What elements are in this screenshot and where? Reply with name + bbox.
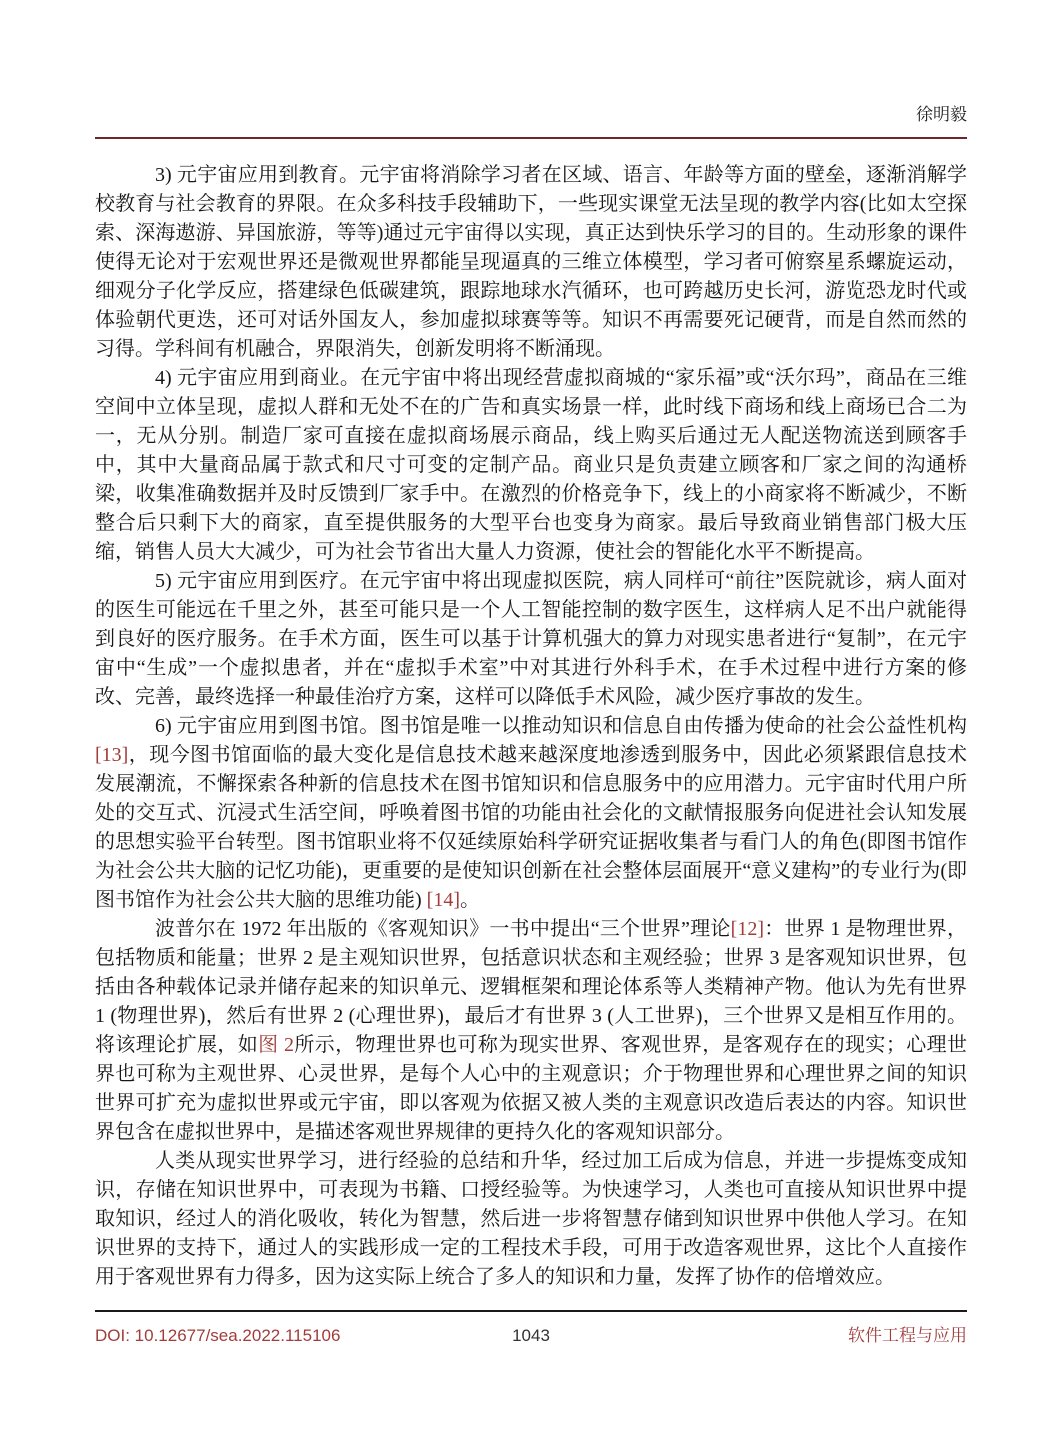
paragraph-text: ，现今图书馆面临的最大变化是信息技术越来越深度地渗透到服务中，因此必须紧跟信息技术发展潮流，不懈探索各种新的信息技术在图书馆知识和信息服务中的应用潜力。元宇宙时代用户所处的交互式、沉浸式生活空间，呼唤着图书馆的功能由社会化的文献情报服务向促进社会认知发展的思想实验平台转型。图书馆职业将不仅延续原始科学研究证据收集者与看门人的角色(即图书馆作为社会公共大脑的记忆功能)，更重要的是使知识创新在社会整体层面展开“意义建构”的专业行为(即图书馆作为社会公共大脑的思维功能) [95,744,967,911]
citation-ref-14[interactable]: [14] [426,889,460,911]
header-rule [95,137,967,139]
paragraph-text: 人类从现实世界学习，进行经验的总结和升华，经过加工后成为信息，并进一步提炼变成知识，存储在知识世界中，可表现为书籍、口授经验等。为快速学习，人类也可直接从知识世界中提取知识，经过人的消化吸收，转化为智慧，然后进一步将智慧存储到知识世界中供他人学习。在知识世界的支持下，通过人的实践形成一定的工程技术手段，可用于改造客观世界，这比个人直接作用于客观世界有力得多，因为这实际上统合了多人的知识和力量，发挥了协作的倍增效应。 [95,1150,967,1288]
page-footer [95,1310,967,1346]
body-paragraph-commerce [95,364,967,567]
paragraph-text: 。 [460,889,480,911]
paragraph-text: 6) 元宇宙应用到图书馆。图书馆是唯一以推动知识和信息自由传播为使命的社会公益性机构 [155,715,967,737]
body-paragraph-popper-three-worlds [95,915,967,1147]
running-head-author: 徐明毅 [916,105,967,124]
paragraph-text: 3) 元宇宙应用到教育。元宇宙将消除学习者在区域、语言、年龄等方面的壁垒，逐渐消解学校教育与社会教育的界限。在众多科技手段辅助下，一些现实课堂无法呈现的教学内容(比如太空探索、深海遨游、异国旅游，等等)通过元宇宙得以实现，真正达到快乐学习的目的。生动形象的课件使得无论对于宏观世界还是微观世界都能呈现逼真的三维立体模型，学习者可俯察星系螺旋运动，细观分子化学反应，搭建绿色低碳建筑，跟踪地球水汽循环，也可跨越历史长河，游览恐龙时代或体验朝代更迭，还可对话外国友人，参加虚拟球赛等等。知识不再需要死记硬背，而是自然而然的习得。学科间有机融合，界限消失，创新发明将不断涌现。 [95,164,967,360]
journal-name-link[interactable]: 软件工程与应用 [848,1326,968,1345]
paragraph-text: 波普尔在 1972 年出版的《客观知识》一书中提出“三个世界”理论 [155,918,731,940]
paragraph-text: 5) 元宇宙应用到医疗。在元宇宙中将出现虚拟医院，病人同样可“前往”医院就诊，病人面对的医生可能远在千里之外，甚至可能只是一个人工智能控制的数字医生，这样病人足不出户就能得到良好的医疗服务。在手术方面，医生可以基于计算机强大的算力对现实患者进行“复制”，在元宇宙中“生成”一个虚拟患者，并在“虚拟手术室”中对其进行外科手术，在手术过程中进行方案的修改、完善，最终选择一种最佳治疗方案，这样可以降低手术风险，减少医疗事故的发生。 [95,570,967,708]
paragraph-text: ：世界 1 是物理世界，包括物质和能量；世界 2 是主观知识世界，包括意识状态和主观经验；世界 3 是客观知识世界，包括由各种载体记录并储存起来的知识单元、逻辑框架和理论体系等人类精神产物。他认为先有世界 1 (物理世界)，然后有世界 2 (心理世界)，最后才有世界 3 (人工世界)，三个世界又是相互作用的。将该理论扩展，如 [95,918,967,1056]
citation-ref-12[interactable]: [12] [730,918,764,940]
citation-ref-13[interactable]: [13] [95,744,129,766]
paragraph-text: 所示，物理世界也可称为现实世界、客观世界，是客观存在的现实；心理世界也可称为主观世界、心灵世界，是每个人心中的主观意识；介于物理世界和心理世界之间的知识世界可扩充为虚拟世界或元宇宙，即以客观为依据又被人类的主观意识改造后表达的内容。知识世界包含在虚拟世界中，是描述客观世界规律的更持久化的客观知识部分。 [95,1034,968,1143]
paragraph-text: 4) 元宇宙应用到商业。在元宇宙中将出现经营虚拟商城的“家乐福”或“沃尔玛”，商品在三维空间中立体呈现，虚拟人群和无处不在的广告和真实场景一样，此时线下商场和线上商场已合二为一，无从分别。制造厂家可直接在虚拟商场展示商品，线上购买后通过无人配送物流送到顾客手中，其中大量商品属于款式和尺寸可变的定制产品。商业只是负责建立顾客和厂家之间的沟通桥梁，收集准确数据并及时反馈到厂家手中。在激烈的价格竞争下，线上的小商家将不断减少，不断整合后只剩下大的商家，直至提供服务的大型平台也变身为商家。最后导致商业销售部门极大压缩，销售人员大大减少，可为社会节省出大量人力资源，使社会的智能化水平不断提高。 [95,367,967,563]
body-paragraph-library [95,712,967,915]
article-body [95,161,967,1292]
page-number: 1043 [512,1326,550,1345]
figure-2-ref[interactable]: 图 2 [258,1034,294,1056]
page-header [95,0,967,139]
doi-link[interactable]: DOI: 10.12677/sea.2022.115106 [95,1326,341,1345]
body-paragraph-education [95,161,967,364]
body-paragraph-human-learning [95,1147,967,1292]
content-area [95,0,967,1292]
body-paragraph-medical [95,567,967,712]
